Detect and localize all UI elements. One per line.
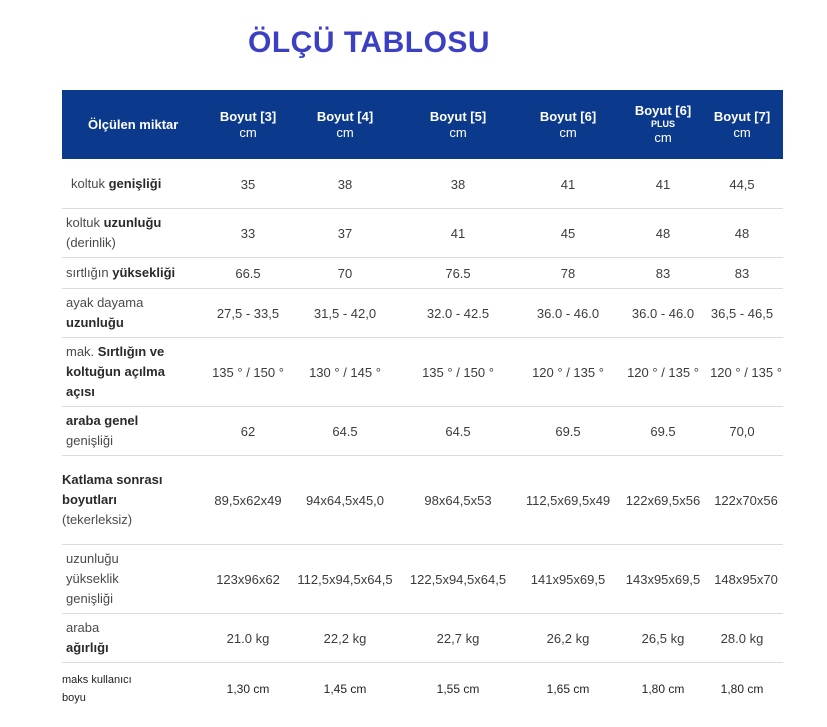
- table-cell: 83: [655, 265, 671, 281]
- header-col-unit: cm: [239, 124, 257, 140]
- table-row: [62, 456, 783, 545]
- row-label-pre: koltuk: [71, 176, 109, 191]
- table-cell: 66.5: [235, 265, 261, 281]
- row-label-pre: maks kullanıcı: [62, 674, 132, 686]
- row-label-bold: uzunluğu: [66, 315, 124, 330]
- header-col-size-3: [204, 90, 292, 159]
- row-label-bold: araba genel: [66, 413, 139, 428]
- table-cell: 35: [240, 176, 256, 192]
- header-col-label: Boyut [6]: [634, 103, 692, 118]
- row-label: [62, 160, 213, 208]
- table-cell: 22,7 kg: [436, 630, 480, 646]
- table-cell: 64.5: [445, 423, 471, 439]
- table-cell: 1,80 cm: [641, 681, 685, 696]
- table-cell: 83: [734, 265, 750, 281]
- table-row: [62, 614, 783, 663]
- row-label-bold: genişliği: [108, 176, 162, 191]
- table-cell: 38: [337, 176, 353, 192]
- table-cell: 1,65 cm: [546, 681, 590, 696]
- table-header: [62, 90, 783, 159]
- header-col-size-5: [398, 90, 518, 159]
- row-label: [62, 614, 208, 662]
- header-col-label: Boyut [3]: [219, 108, 277, 124]
- row-label-pre: koltuk: [66, 215, 104, 230]
- table-cell: 148x95x70: [714, 571, 778, 587]
- table-cell: 1,45 cm: [323, 681, 367, 696]
- row-label: [62, 338, 184, 406]
- row-label-pre: sırtlığın: [66, 265, 113, 280]
- row-label-pre: uzunluğu: [66, 551, 119, 566]
- row-label-bold: Katlama sonrası boyutları: [62, 472, 163, 507]
- header-col-label: Boyut [5]: [429, 108, 487, 124]
- table-cell: 22,2 kg: [323, 630, 367, 646]
- row-label: [62, 209, 208, 257]
- table-cell: 76.5: [445, 265, 471, 281]
- row-label: [62, 663, 204, 715]
- table-cell: 122,5x94,5x64,5: [409, 571, 507, 587]
- table-cell: 33: [240, 225, 256, 241]
- row-label: [62, 258, 208, 288]
- row-label: [62, 289, 208, 337]
- header-col-size-4: [292, 90, 398, 159]
- table-cell: 64.5: [332, 423, 358, 439]
- table-cell: 41: [450, 225, 466, 241]
- table-cell: 26,5 kg: [641, 630, 685, 646]
- table-cell: 62: [240, 423, 256, 439]
- header-col-size-7: [708, 90, 776, 159]
- table-cell: 48: [655, 225, 671, 241]
- table-cell: 143x95x69,5: [625, 571, 701, 587]
- table-cell: 94x64,5x45,0: [305, 492, 385, 508]
- table-row: [62, 338, 783, 407]
- header-col-unit: cm: [654, 130, 672, 145]
- row-label-bold: uzunluğu: [103, 215, 162, 230]
- row-label-post: (derinlik): [66, 235, 116, 250]
- row-label-bold: yüksekliği: [112, 265, 176, 280]
- header-col-extra: PLUS: [650, 119, 675, 129]
- header-col-unit: cm: [559, 124, 577, 140]
- header-col-size-6: [518, 90, 618, 159]
- row-label: [62, 407, 208, 455]
- table-cell: 120 ° / 135 °: [710, 364, 782, 380]
- header-col-unit: cm: [733, 124, 751, 140]
- table-cell: 45: [560, 225, 576, 241]
- table-cell: 122x69,5x56: [625, 492, 701, 508]
- page-title: ÖLÇÜ TABLOSU: [248, 26, 491, 59]
- table-cell: 112,5x94,5x64,5: [297, 571, 393, 587]
- table-cell: 31,5 - 42,0: [313, 305, 377, 321]
- table-cell: 69.5: [555, 423, 581, 439]
- table-cell: 36.0 - 46.0: [536, 305, 600, 321]
- table-cell: 36,5 - 46,5: [710, 305, 774, 321]
- table-cell: 1,55 cm: [436, 681, 480, 696]
- row-label-post: yükseklik genişliği: [66, 571, 119, 606]
- table-cell: 37: [337, 225, 353, 241]
- table-cell: 26,2 kg: [546, 630, 590, 646]
- header-col-label: Boyut [6]: [539, 108, 597, 124]
- table-cell: 122x70x56: [714, 492, 778, 508]
- table-cell: 135 ° / 150 °: [212, 364, 284, 380]
- header-col-unit: cm: [336, 124, 354, 140]
- table-cell: 69.5: [650, 423, 676, 439]
- table-cell: 1,30 cm: [226, 681, 270, 696]
- table-cell: 38: [450, 176, 466, 192]
- table-row: [62, 160, 783, 209]
- row-label: [62, 545, 136, 613]
- row-label-bold: ağırlığı: [66, 640, 109, 655]
- header-col-label: Boyut [7]: [713, 108, 771, 124]
- table-cell: 89,5x62x49: [214, 492, 282, 508]
- table-cell: 78: [560, 265, 576, 281]
- row-label-post: boyu: [62, 692, 86, 704]
- table-cell: 36.0 - 46.0: [631, 305, 695, 321]
- row-label-post: (tekerleksiz): [62, 512, 133, 527]
- row-label-bold: Sırtlığın ve koltuğun açılma: [66, 344, 165, 379]
- header-col-unit: cm: [449, 124, 467, 140]
- table-cell: 44,5: [729, 176, 755, 192]
- table-cell: 41: [655, 176, 671, 192]
- header-measure-label: Ölçülen miktar: [88, 116, 179, 132]
- table-cell: 48: [734, 225, 750, 241]
- table-cell: 112,5x69,5x49: [525, 492, 611, 508]
- row-label-pre: ayak dayama: [66, 295, 144, 310]
- table-cell: 70,0: [729, 423, 755, 439]
- table-cell: 120 ° / 135 °: [627, 364, 699, 380]
- table-cell: 41: [560, 176, 576, 192]
- table-cell: 32.0 - 42.5: [426, 305, 490, 321]
- table-row: [62, 258, 783, 289]
- table-row: [62, 289, 783, 338]
- table-cell: 21.0 kg: [226, 630, 270, 646]
- row-label-post: açısı: [66, 384, 95, 399]
- table-cell: 123x96x62: [216, 571, 280, 587]
- row-label: [62, 456, 182, 544]
- table-row: [62, 407, 783, 456]
- table-row: [62, 663, 783, 715]
- table-cell: 1,80 cm: [720, 681, 764, 696]
- table-cell: 70: [337, 265, 353, 281]
- row-label-post: genişliği: [66, 433, 113, 448]
- table-cell: 135 ° / 150 °: [422, 364, 494, 380]
- table-cell: 130 ° / 145 °: [309, 364, 381, 380]
- table-cell: 120 ° / 135 °: [532, 364, 604, 380]
- table-cell: 98x64,5x53: [424, 492, 492, 508]
- header-col-label: Boyut [4]: [316, 108, 374, 124]
- table-cell: 28.0 kg: [720, 630, 764, 646]
- table-row: [62, 545, 783, 614]
- table-cell: 141x95x69,5: [530, 571, 606, 587]
- table-cell: 27,5 - 33,5: [216, 305, 280, 321]
- row-label-pre: mak.: [66, 344, 98, 359]
- table-row: [62, 209, 783, 258]
- row-label-pre: araba: [66, 620, 100, 635]
- header-col-size-6-plus: [618, 90, 708, 159]
